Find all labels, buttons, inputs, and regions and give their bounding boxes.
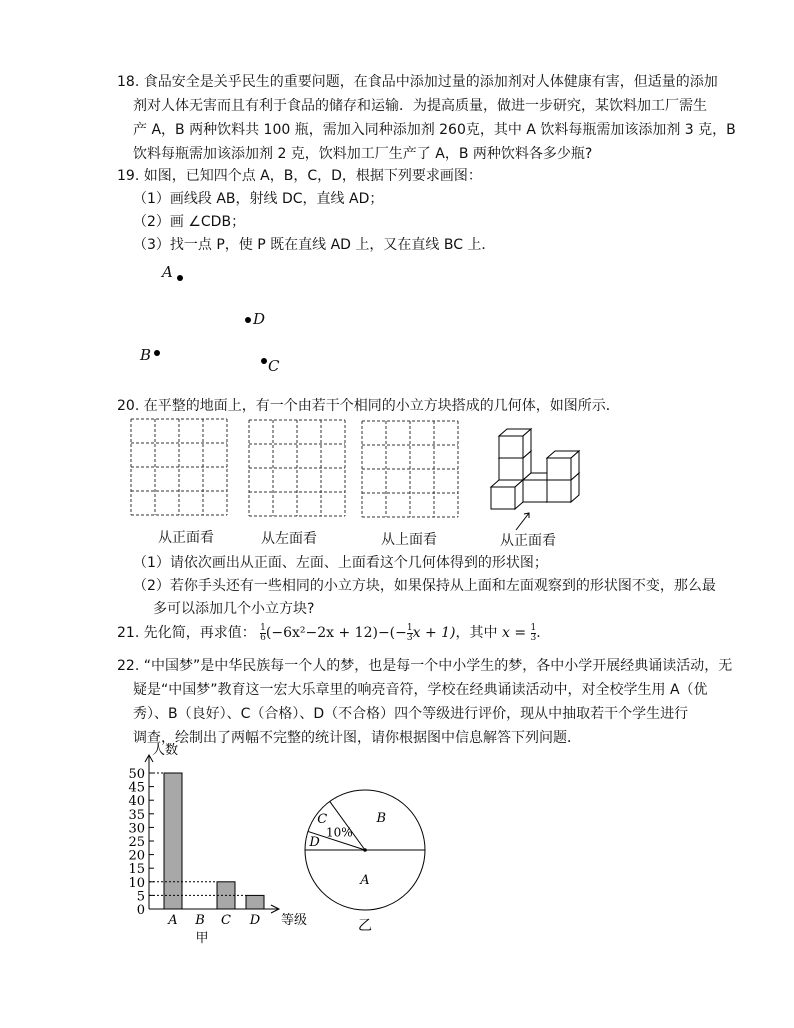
q21-x-eq: x = [501, 625, 531, 641]
q18-line-3: 产 A，B 两种饮料共 100 瓶，需加入同种添加剂 260克，其中 A 饮料每瓶需加该添加剂 3 克，B [133, 122, 736, 138]
frac-num: 1 [530, 622, 537, 633]
pie-label-B: B [376, 810, 387, 826]
dashed-grid-2 [249, 420, 345, 516]
y-tick-label: 0 [136, 903, 145, 918]
pie-center [363, 848, 367, 852]
q22-line-2: 疑是“中国梦”教育这一宏大乐章里的响亮音符，学校在经典诵读活动中，对全校学生用 A（优 [133, 682, 708, 698]
y-tick-label: 40 [128, 794, 145, 810]
y-tick-label: 10 [128, 875, 145, 891]
cube-front-face [491, 487, 515, 509]
frac-den: 3 [406, 632, 413, 643]
q19-item-2: （2）画 ∠CDB； [133, 214, 246, 230]
pie-annotation-C: 10% [325, 825, 353, 840]
pie-label-D: D [309, 835, 320, 851]
y-tick-label: 5 [136, 889, 145, 905]
dashed-grid-3 [362, 421, 458, 517]
chart-title-yi: 乙 [358, 918, 372, 934]
q21-expr-2: x + 1) [412, 625, 456, 641]
pie-label-C: C [317, 811, 328, 827]
y-tick-label: 20 [128, 848, 145, 864]
grid-label-front: 从正面看 [158, 530, 214, 546]
grid-label-left: 从左面看 [261, 531, 317, 547]
dashed-grid-1 [131, 419, 227, 515]
frac-den: 6 [260, 632, 266, 643]
cube-front-face [547, 458, 571, 480]
x-tick-label-B: B [195, 913, 205, 928]
cube-front-face [547, 480, 571, 502]
arrow-line [516, 513, 529, 530]
q20-item-1: （1）请依次画出从正面、左面、上面看这个几何体得到的形状图； [133, 555, 548, 571]
q21-mid: ，其中 [455, 625, 502, 641]
q22-line-4: 调查，绘制出了两幅不完整的统计图，请你根据图中信息解答下列问题． [133, 730, 581, 746]
cube-front-face [499, 436, 523, 458]
q20-item-2-cont: 多可以添加几个小立方块? [153, 601, 315, 617]
frac-num: 1 [406, 622, 413, 633]
chart-title-jia: 甲 [195, 931, 209, 946]
x-tick-label-C: C [221, 913, 231, 928]
q20-item-2: （2）若你手头还有一些相同的小立方块，如果保持从上面和左面观察到的形状图不变，那么最 [133, 578, 716, 594]
x-tick-label-A: A [168, 913, 178, 928]
q22-line-3: 秀）、B（良好）、C（合格）、D（不合格）四个等级进行评价，现从中抽取若干个学生进行 [133, 706, 689, 722]
cube-stack-figure [491, 429, 579, 530]
q19-item-3: （3）找一点 P，使 P 既在直线 AD 上，又在直线 BC 上． [133, 237, 496, 253]
pie-label-A: A [360, 873, 370, 888]
q22-charts [0, 740, 794, 955]
x-tick-label-D: D [249, 913, 261, 928]
y-tick-label: 30 [128, 821, 145, 837]
x-axis-label: 等级 [281, 913, 308, 928]
frac-num: 1 [260, 622, 266, 633]
q18-line-4: 饮料每瓶需加该添加剂 2 克，饮料加工厂生产了 A，B 两种饮料各多少瓶? [133, 146, 593, 162]
point-label-c: C [268, 357, 280, 375]
q20-stem: 20. 在平整的地面上，有一个由若干个相同的小立方块搭成的几何体，如图所示． [117, 398, 620, 414]
q22-line-1: 22. “中国梦”是中华民族每一个人的梦，也是每一个中小学生的梦，各中小学开展经典诵读活动，无 [117, 658, 733, 674]
point-label-d: D [253, 310, 266, 328]
bar-chart [128, 742, 307, 946]
cube [547, 451, 579, 480]
y-tick-label: 15 [128, 862, 145, 878]
q21-expr-1: (−6x²−2x + 12)−(− [265, 625, 407, 641]
q21-end: . [536, 625, 541, 641]
q19-stem: 19. 如图，已知四个点 A，B，C，D，根据下列要求画图： [117, 168, 482, 184]
cube-front-face [499, 458, 523, 480]
y-tick-label: 45 [128, 780, 145, 796]
q19-item-1: （1）画线段 AB，射线 DC，直线 AD； [133, 191, 384, 207]
figure-label-front: 从正面看 [500, 533, 556, 549]
q21-prefix: 21. 先化简，再求值： [117, 625, 256, 641]
point-label-b: B [140, 346, 152, 364]
pie-chart [305, 790, 425, 934]
y-tick-label: 25 [128, 835, 145, 850]
grid-label-top: 从上面看 [381, 532, 437, 548]
point-label-a: A [162, 263, 173, 281]
bar-A [164, 773, 182, 909]
bar-D [246, 895, 264, 909]
cube-front-face [523, 480, 547, 502]
y-tick-label: 50 [128, 767, 145, 782]
y-axis-label: 人数 [152, 743, 179, 758]
cube [499, 429, 531, 458]
cube [491, 480, 523, 509]
y-tick-label: 35 [128, 807, 145, 823]
frac-den: 3 [530, 632, 537, 643]
q21-line [117, 623, 541, 643]
q18-line-2: 剂对人体无害而且有利于食品的储存和运输．为提高质量，做进一步研究，某饮料加工厂需生 [133, 98, 707, 114]
q18-line-1: 18. 食品安全是关乎民生的重要问题，在食品中添加过量的添加剂对人体健康有害，但适量的添加 [117, 74, 718, 90]
